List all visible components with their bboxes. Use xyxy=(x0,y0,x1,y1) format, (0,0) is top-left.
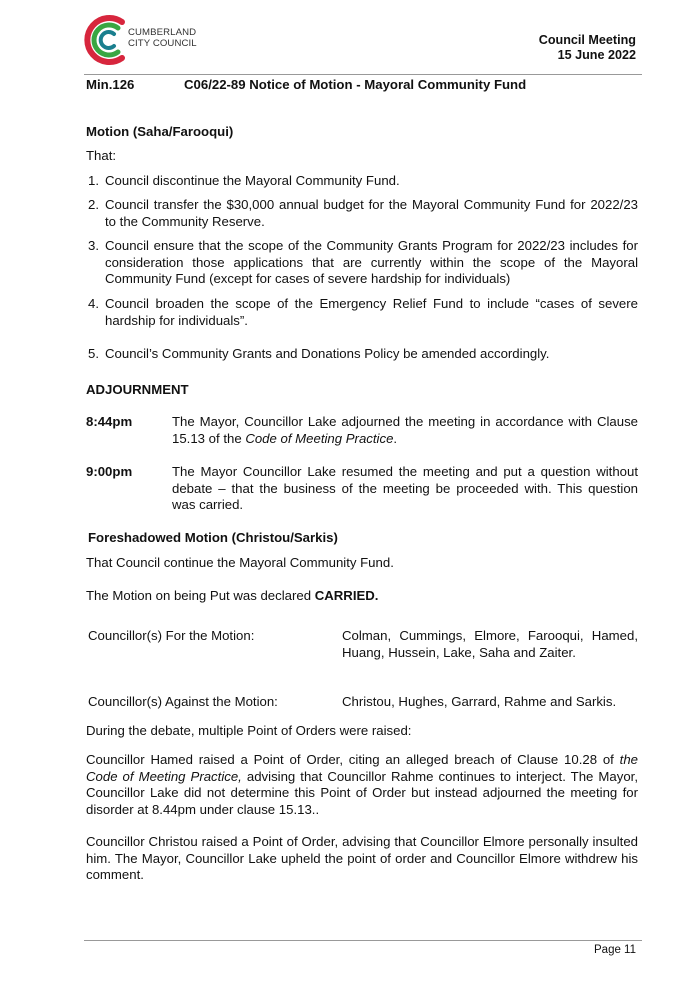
votes-against-label: Councillor(s) Against the Motion: xyxy=(88,694,278,709)
item-text: Council’s Community Grants and Donations Policy be amended accordingly. xyxy=(105,346,550,361)
foreshadowed-text: That Council continue the Mayoral Community Fund. xyxy=(86,555,394,570)
logo-text xyxy=(128,28,197,49)
adjournment-time-1: 8:44pm xyxy=(86,414,133,429)
motion-result xyxy=(86,588,638,605)
item-number: 4. xyxy=(88,296,99,311)
item-number: 2. xyxy=(88,197,99,212)
adjournment-time-2: 9:00pm xyxy=(86,464,133,479)
adjournment-text-1 xyxy=(172,414,638,447)
point1-italic: the Code of Meeting Practice, xyxy=(86,752,638,784)
minute-number: Min.126 xyxy=(86,77,135,92)
votes-for-names: Colman, Cummings, Elmore, Farooqui, Hamed, Huang, Hussein, Lake, Saha and Zaiter. xyxy=(342,628,638,660)
debate-point-of-order-2: Councillor Christou raised a Point of Order, advising that Councillor Elmore personally insulted him. The Mayor, Councillor Lake upheld the point of order and Councillor Elmore withdrew his comment. xyxy=(86,834,638,882)
logo-line1: CUMBERLAND xyxy=(128,27,197,38)
motion-item-5 xyxy=(88,346,638,363)
item-text: Council transfer the $30,000 annual budget for the Mayoral Community Fund for 2022/23 to the Community Reserve. xyxy=(105,197,638,229)
meeting-date: 15 June 2022 xyxy=(557,48,636,62)
footer-divider xyxy=(84,940,642,941)
motion-item-2 xyxy=(88,197,638,230)
debate-point-of-order-1 xyxy=(86,752,638,818)
code-of-meeting-practice: Code of Meeting Practice xyxy=(245,430,394,446)
motion-item-3 xyxy=(88,238,638,288)
result-prefix: The Motion on being Put was declared xyxy=(86,588,315,603)
debate-intro: During the debate, multiple Point of Orders were raised: xyxy=(86,723,412,738)
motion-item-1 xyxy=(88,173,638,190)
adjournment-text-2: The Mayor Councillor Lake resumed the meeting and put a question without debate – that the business of the meeting be proceeded with. This question was carried. xyxy=(172,464,638,512)
page-number: Page 11 xyxy=(594,944,636,956)
result-value: CARRIED. xyxy=(314,588,379,603)
adjournment-text-1b: . xyxy=(393,430,398,446)
item-number: 3. xyxy=(88,238,99,253)
minute-title: C06/22-89 Notice of Motion - Mayoral Community Fund xyxy=(184,77,527,92)
meeting-name: Council Meeting xyxy=(538,33,636,47)
votes-for-label: Councillor(s) For the Motion: xyxy=(88,628,255,643)
header-divider xyxy=(84,74,642,75)
item-number: 5. xyxy=(88,346,99,361)
adjournment-text-1a: The Mayor, Councillor Lake adjourned the meeting in accordance with Clause 15.13 of the xyxy=(172,414,638,446)
point1-a: Councillor Hamed raised a Point of Order, citing an alleged breach of Clause 10.28 of xyxy=(86,752,620,767)
item-number: 1. xyxy=(88,173,99,188)
motion-item-4 xyxy=(88,296,638,329)
point1-b: advising that Councillor Rahme continues to interject. The Mayor, Councillor Lake did not determine this Point of Order but instead adjourned the meeting for disorder at 8.44pm under clause 15.13.. xyxy=(86,768,639,817)
adjournment-heading: ADJOURNMENT xyxy=(86,382,189,397)
item-text: Council ensure that the scope of the Community Grants Program for 2022/23 includes for consideration those applications that are currently within the scope of the Mayoral Community Fund (except for cases of severe hardship for individuals) xyxy=(105,238,638,286)
votes-against-names: Christou, Hughes, Garrard, Rahme and Sarkis. xyxy=(342,694,617,709)
item-text: Council discontinue the Mayoral Community Fund. xyxy=(105,173,400,188)
motion-that: That: xyxy=(86,148,117,163)
meeting-header xyxy=(539,33,636,63)
logo-line2: CITY COUNCIL xyxy=(128,37,197,49)
foreshadowed-heading: Foreshadowed Motion (Christou/Sarkis) xyxy=(88,530,338,545)
motion-heading: Motion (Saha/Farooqui) xyxy=(86,124,234,139)
item-text: Council broaden the scope of the Emergency Relief Fund to include “cases of severe hardship for individuals”. xyxy=(105,296,638,328)
